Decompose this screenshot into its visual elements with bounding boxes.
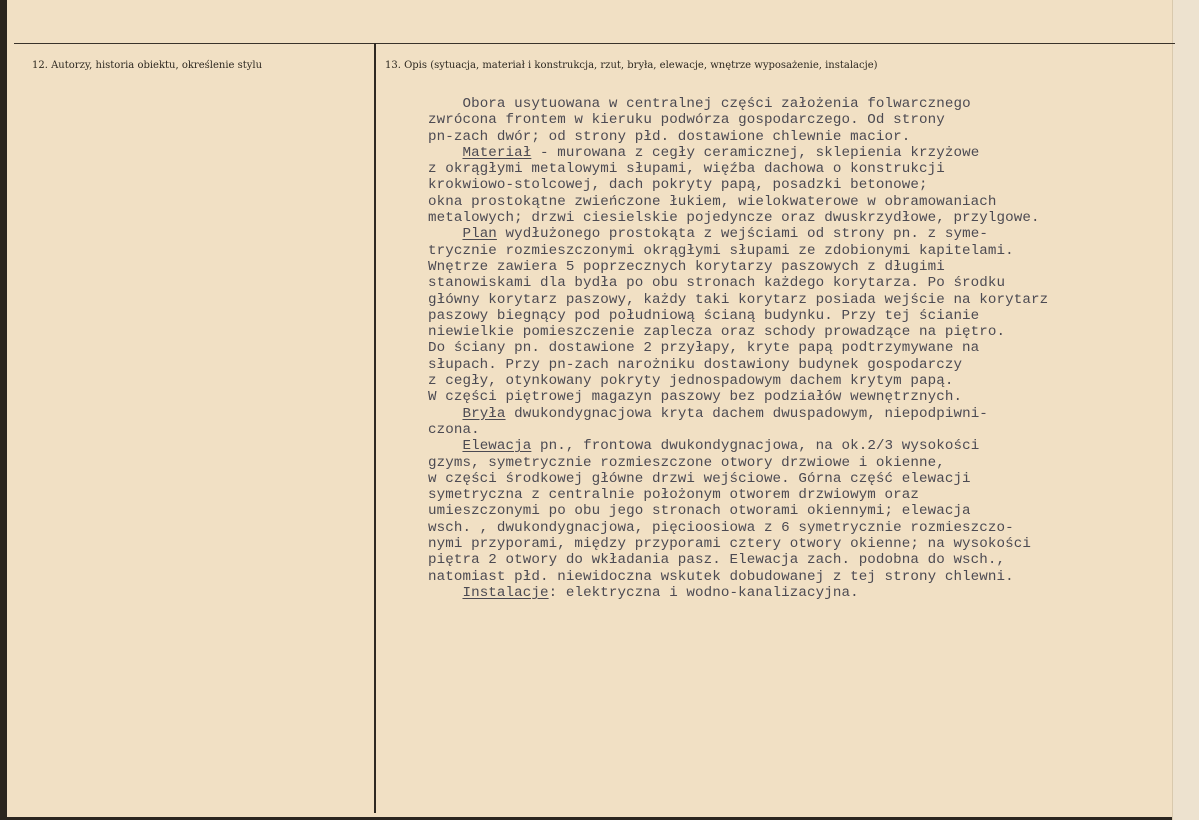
description-line — [428, 487, 1158, 503]
description-line — [428, 552, 1158, 568]
description-line — [428, 357, 1158, 373]
line-text: krokwiowo-stolcowej, dach pokryty papą, posadzki betonowe; — [428, 177, 928, 194]
description-line — [428, 177, 1158, 193]
line-text: natomiast płd. niewidoczna wskutek dobudowanej z tej strony chlewni. — [428, 568, 1014, 585]
description-line — [428, 129, 1158, 145]
description-line — [428, 210, 1158, 226]
description-line — [428, 259, 1158, 275]
line-text: wydłużonego prostokąta z wejściami od strony pn. z syme- — [496, 226, 988, 243]
line-text: symetryczna z centralnie położonym otworem drzwiowym oraz — [428, 487, 919, 504]
description-line — [428, 145, 1158, 161]
line-text: metalowych; drzwi ciesielskie pojedyncze oraz dwuskrzydłowe, przylgowe. — [428, 210, 1040, 227]
line-text: dwukondygnacjowa kryta dachem dwuspadowym, niepodpiwni- — [505, 405, 988, 422]
description-line — [428, 389, 1158, 405]
section-13-heading: 13. Opis (sytuacja, materiał i konstrukcja, rzut, bryła, elewacje, wnętrze wyposażenie, instalacje) — [385, 60, 878, 71]
line-text: nymi przyporami, między przyporami cztery otwory okienne; na wysokości — [428, 536, 1031, 553]
section-keyword: Elewacja — [462, 438, 532, 455]
description-line — [428, 406, 1158, 422]
description-text — [428, 96, 1158, 601]
line-text: okna prostokątne zwieńczone łukiem, wielokwaterowe w obramowaniach — [428, 193, 997, 210]
line-text: niewielkie pomieszczenie zaplecza oraz schody prowadzące na piętro. — [428, 324, 1006, 341]
line-text: w części środkowej główne drzwi wejściowe. Górna część elewacji — [428, 470, 971, 487]
line-text: wsch. , dwukondygnacjowa, pięcioosiowa z 6 symetrycznie rozmieszczo- — [428, 519, 1014, 536]
description-line — [428, 243, 1158, 259]
description-line — [428, 96, 1158, 112]
description-line — [428, 324, 1158, 340]
line-text: z okrągłymi metalowymi słupami, więźba dachowa o konstrukcji — [428, 161, 945, 178]
description-line — [428, 112, 1158, 128]
card-edge — [1172, 0, 1199, 820]
section-12-heading: 12. Autorzy, historia obiektu, określenie stylu — [32, 60, 263, 71]
line-text: pn., frontowa dwukondygnacjowa, na ok.2/3 wysokości — [531, 438, 980, 455]
description-line — [428, 292, 1158, 308]
line-text: główny korytarz paszowy, każdy taki korytarz posiada wejście na korytarz — [428, 291, 1049, 308]
description-line — [428, 438, 1158, 454]
line-text: Obora usytuowana w centralnej części założenia folwarcznego — [462, 96, 971, 112]
line-text: z cegły, otynkowany pokryty jednospadowym dachem krytym papą. — [428, 373, 954, 390]
description-line — [428, 503, 1158, 519]
description-line — [428, 471, 1158, 487]
line-text: pn-zach dwór; od strony płd. dostawione chlewnie macior. — [428, 128, 911, 145]
section-keyword: Instalacje — [462, 584, 549, 601]
line-text: zwrócona frontem w kieruku podwórza gospodarczego. Od strony — [428, 112, 945, 129]
description-line — [428, 340, 1158, 356]
line-text: Do ściany pn. dostawione 2 przyłapy, kryte papą podtrzymywane na — [428, 340, 980, 357]
description-line — [428, 422, 1158, 438]
line-text: Wnętrze zawiera 5 poprzecznych korytarzy paszowych z długimi — [428, 258, 945, 275]
description-line — [428, 194, 1158, 210]
description-line — [428, 569, 1158, 585]
description-line — [428, 308, 1158, 324]
description-line — [428, 520, 1158, 536]
line-text: piętra 2 otwory do wkładania pasz. Elewacja zach. podobna do wsch., — [428, 552, 1006, 569]
line-text: - murowana z cegły ceramicznej, sklepienia krzyżowe — [531, 144, 980, 161]
description-line — [428, 455, 1158, 471]
description-line — [428, 585, 1158, 601]
line-text: trycznie rozmieszczonymi okrągłymi słupami ze zdobionymi kapitelami. — [428, 242, 1014, 259]
description-line — [428, 226, 1158, 242]
line-text: słupach. Przy pn-zach narożniku dostawiony budynek gospodarczy — [428, 356, 963, 373]
section-keyword: Plan — [462, 226, 497, 243]
description-line — [428, 373, 1158, 389]
line-text: umieszczonymi po obu jego stronach otworami okiennymi; elewacja — [428, 503, 971, 520]
line-text: czona. — [428, 421, 480, 438]
description-line — [428, 536, 1158, 552]
header-rule — [14, 43, 1175, 44]
line-text: stanowiskami dla bydła po obu stronach każdego korytarza. Po środku — [428, 275, 1006, 292]
line-text: : elektryczna i wodno-kanalizacyjna. — [548, 584, 859, 601]
column-divider — [374, 43, 376, 813]
description-line — [428, 275, 1158, 291]
line-text: paszowy biegnący pod południową ścianą budynku. Przy tej ścianie — [428, 307, 980, 324]
section-keyword: Bryła — [462, 405, 506, 422]
line-text: W części piętrowej magazyn paszowy bez podziałów wewnętrznych. — [428, 389, 963, 406]
line-text: gzyms, symetrycznie rozmieszczone otwory drzwiowe i okienne, — [428, 454, 945, 471]
section-keyword: Materiał — [462, 144, 532, 161]
description-line — [428, 161, 1158, 177]
